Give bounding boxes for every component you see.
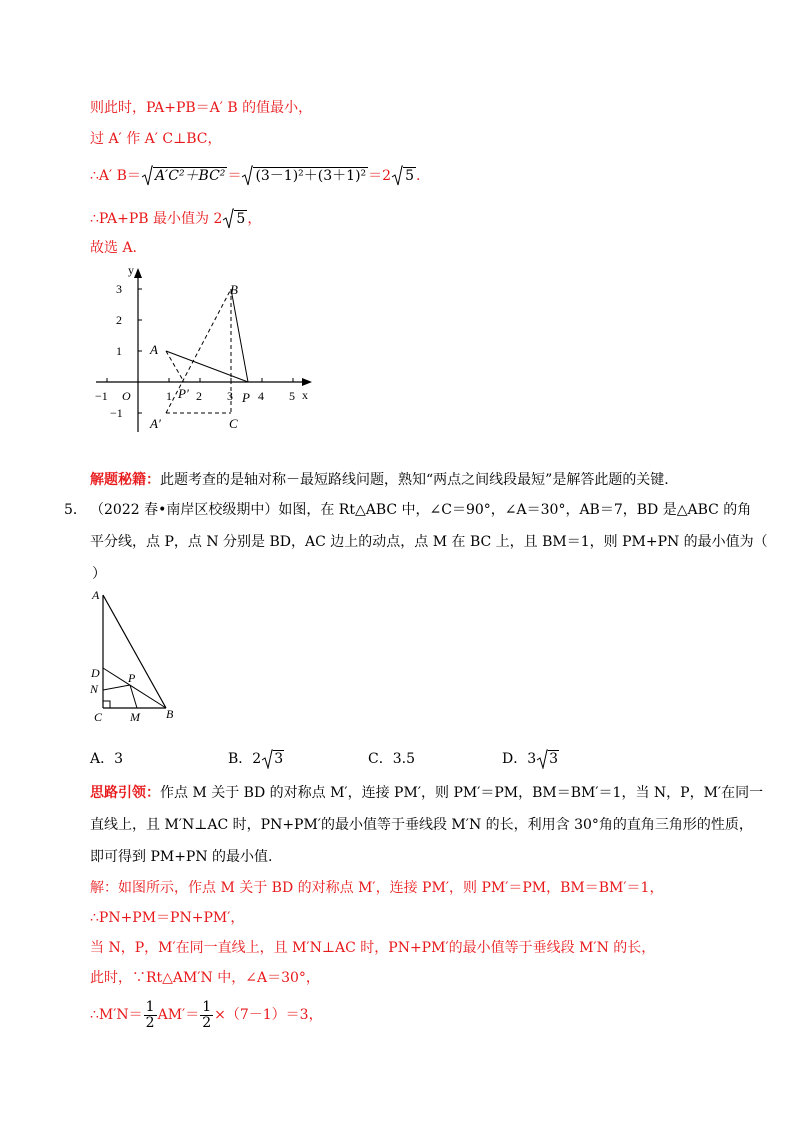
fraction-numerator-2: 1 [202,998,212,1015]
point-P-label: P [242,390,250,405]
radicand-3: 5 [405,168,414,184]
question-line-1: （2022 春•南岸区校级期中）如图，在 Rt△ABC 中，∠C＝90°，∠A＝30°，AB＝7，BD 是△ABC 的角 [90,502,752,518]
y-tick-3: 3 [116,282,122,296]
min-value-prefix: ∴PA+PB 最小值为 2 [90,211,223,227]
option-b [228,749,284,769]
point-P-label: P [128,671,136,685]
y-tick-neg1: −1 [110,406,123,420]
x-tick-3: 3 [227,389,233,403]
coordinate-graph [88,262,328,437]
hint-line-2: 直线上，且 M′N⊥AC 时，PN+PM′的最小值等于垂线段 M′N 的长，利用含 30°角的直角三角形的性质， [90,817,753,833]
segment-NP [103,685,130,690]
answer-line-1: 解：如图所示，作点 M 关于 BD 的对称点 M′，连接 PM′，则 PM′＝PM，BM＝BM′＝1， [90,880,664,896]
option-d-radicand: 3 [549,751,559,767]
answer-5-mid: AM′＝ [157,1007,200,1023]
radical-sign-icon [391,165,403,187]
answer-5-prefix: ∴M′N＝ [90,1007,143,1023]
answer-line-4: 此时，∵Rt△AM′N 中，∠A＝30°， [90,970,320,986]
x-tick-5: 5 [289,389,295,403]
x-tick-2: 2 [196,389,202,403]
fraction-one-half [144,1000,157,1031]
question-line-2: 平分线，点 P，点 N 分别是 BD，AC 边上的动点，点 M 在 BC 上，且 BM＝1，则 PM+PN 的最小值为（ [90,534,768,550]
x-axis-arrow-icon [302,378,312,386]
radicand-1: A′C²＋BC² [154,168,226,184]
hint-text-1: 作点 M 关于 BD 的对称点 M′，连接 PM′，则 PM′＝PM，BM＝BM′＝1，当 N，P，M′在同一 [160,785,764,801]
answer-line-2: ∴PN+PM＝PN+PM′， [90,910,245,926]
solution-line-1: 则此时，PA+PB＝A′ B 的值最小， [90,100,313,116]
y-axis-arrow-icon [134,268,142,278]
tip-label: 解题秘籍： [90,472,160,488]
tip-line [90,470,669,490]
radical-sign-icon [141,165,153,187]
answer-line-5 [90,998,323,1032]
answer-line-3: 当 N，P，M′在同一直线上，且 M′N⊥AC 时，PN+PM′的最小值等于垂线段 M′N 的长， [90,940,656,956]
segment-AP [166,351,248,382]
x-tick-neg1: −1 [95,389,108,403]
triangle-figure [86,585,186,725]
option-d-label: D．3 [502,751,537,767]
point-D-label: D [91,666,100,680]
y-tick-1: 1 [116,344,122,358]
x-tick-4: 4 [258,389,264,403]
hint-line-1 [90,783,763,803]
point-C-label: C [229,416,238,431]
option-a: A．3 [90,751,124,767]
option-d [502,749,559,769]
segment-BP [231,289,248,382]
fraction-denominator-2: 2 [202,1014,212,1031]
fraction-one-half-2 [200,1000,213,1031]
vertex-A-label: A [92,588,100,602]
radicand-4: 5 [236,211,246,227]
radical-sign-icon [241,165,253,187]
solution-line-3 [90,165,420,187]
answer-5-end: ×（7－1）＝3， [214,1007,323,1023]
radical-sign-icon [261,749,273,769]
solution-line-2: 过 A′ 作 A′ C⊥BC， [90,131,222,147]
equation-prefix: ∴A′ B＝ [90,168,141,184]
y-axis-label: y [128,263,134,277]
fraction-numerator: 1 [145,998,155,1015]
point-A-prime-label: A′ [150,416,161,431]
point-B-label: B [230,282,238,297]
x-axis-label: x [302,388,308,402]
right-angle-icon [103,701,110,708]
tip-text: 此题考查的是轴对称－最短路线问题，熟知“两点之间线段最短”是解答此题的关键. [160,472,669,488]
y-tick-2: 2 [116,313,122,327]
question-line-3: ） [92,566,106,582]
origin-label: O [122,389,131,403]
option-b-label: B．2 [228,751,262,767]
dashed-A-P-prime [166,351,184,382]
x-tick-1: 1 [166,389,172,403]
hint-label: 思路引领： [90,785,160,801]
vertex-B-label: B [166,707,174,721]
radical-sign-icon [536,749,548,769]
point-A-label: A [150,342,158,357]
option-c: C．3.5 [368,751,415,767]
hint-line-3: 即可得到 PM+PN 的最小值. [90,849,273,865]
min-value-end: ， [247,211,262,227]
point-N-label: N [90,682,99,696]
solution-line-5: 故选 A. [90,240,138,256]
radical-sign-icon [222,208,234,230]
vertex-C-label: C [94,710,103,724]
equals-two: ＝2 [368,168,392,184]
question-number: 5． [64,502,87,518]
radicand-2: (3－1)²＋(3＋1)² [255,168,367,184]
point-P-prime-label: P′ [178,386,189,401]
equals-sign: ＝ [227,168,242,184]
equation-end: . [415,168,421,184]
point-M-label: M [130,710,140,724]
option-b-radicand: 3 [274,751,284,767]
solution-line-4 [90,208,261,230]
side-AB [103,595,166,708]
fraction-denominator: 2 [145,1014,155,1031]
